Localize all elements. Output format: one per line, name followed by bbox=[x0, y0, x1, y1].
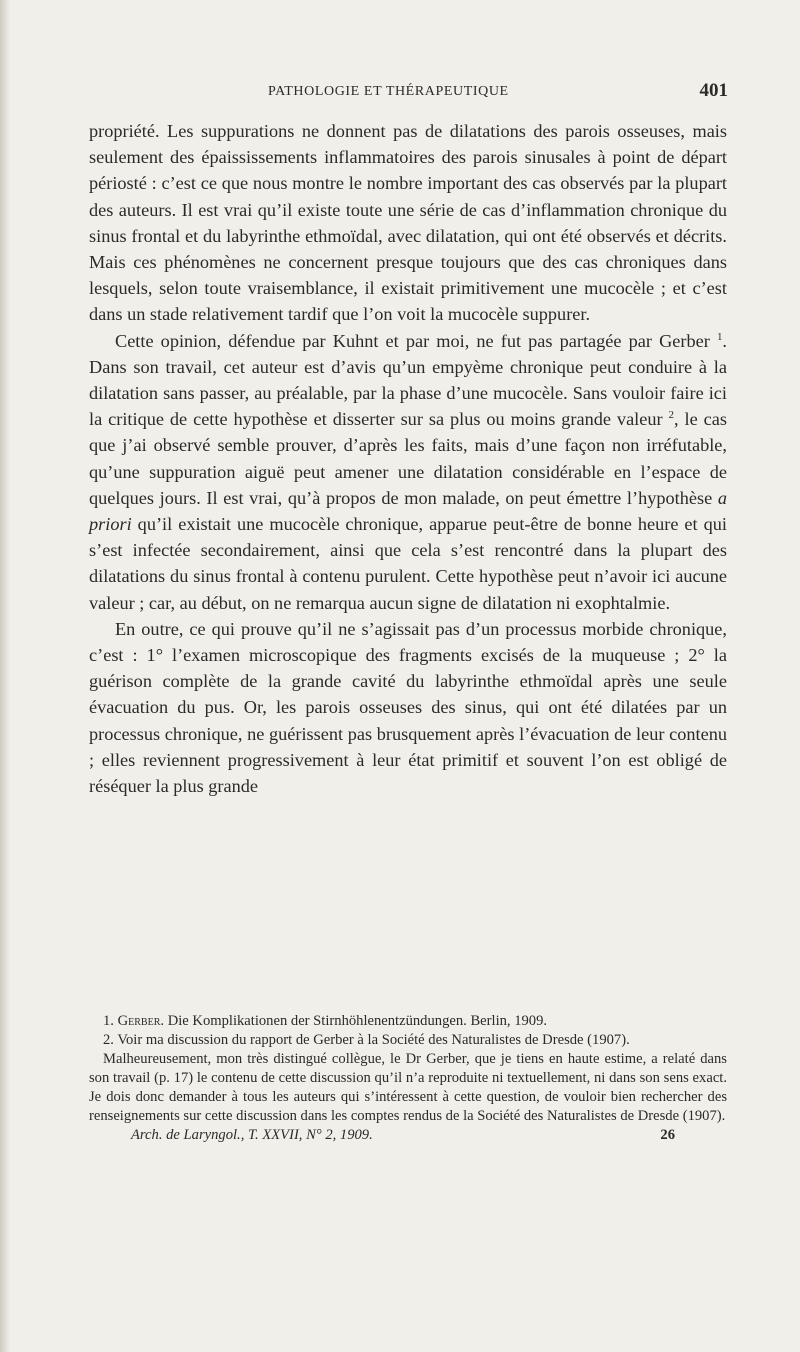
footnote-1 bbox=[89, 1012, 727, 1031]
footnote-2: 2. Voir ma discussion du rapport de Gerber à la Société des Naturalistes de Dresde (1907). bbox=[103, 1032, 630, 1048]
paragraph-2-part-d: qu’il existait une mucocèle chronique, apparue peut-être de bonne heure et qui s’est infectée secondairement, ainsi que cela s’est rencontré dans la plupart des dilatations du sinus frontal à contenu purulent. Cette hypothèse peut n’avoir ici aucune valeur ; car, au début, on ne remarqua aucun signe de dilatation ni exophtalmie. bbox=[89, 514, 727, 613]
footnote-2-continuation: Malheureusement, mon très distingué collègue, le Dr Gerber, que je tiens en haute estime, a relaté dans son travail (p. 17) le contenu de cette discussion qu’il n’a reproduite ni textuellement, ni dans son sens exact. Je dois donc demander à tous les auteurs qui s’intéressent à cette question, de vouloir bien rechercher des renseignements sur cette discussion dans les comptes rendus de la Société des Naturalistes de Dresde (1907). bbox=[89, 1051, 727, 1124]
page-number: 401 bbox=[699, 80, 728, 101]
journal-citation: Arch. de Laryngol., T. XXVII, N° 2, 1909. bbox=[131, 1127, 373, 1143]
signature-mark: 26 bbox=[660, 1127, 675, 1143]
paragraph-2-part-c: , le cas que j’ai observé semble prouver, d’après les faits, mais d’une façon non irréfutable, qu’une suppuration aiguë peut amener une dilatation considérable en l’espace de quelques jours. Il est vrai, qu’à propos de mon malade, on peut émettre l’hypothèse bbox=[89, 409, 728, 508]
paragraph-3: En outre, ce qui prouve qu’il ne s’agissait pas d’un processus morbide chronique, c’est : 1° l’examen microscopique des fragments excisés de la muqueuse ; 2° la guérison complète de la grande cavité du labyrinthe ethmoïdal après une seule évacuation du pus. Or, les parois osseuses des sinus, qui ont été dilatées par un processus chronique, ne guérissent pas brusquement après l’évacuation de leur contenu ; elles reviennent progressivement à leur état primitif et souvent l’on est obligé de réséquer la plus grande bbox=[89, 618, 727, 797]
paragraph-2-italic: a priori bbox=[89, 487, 727, 535]
paragraph-2-part-b: . Dans son travail, cet auteur est d’avis qu’un empyème chronique peut conduire à la dilatation sans passer, au préalable, par la phase d’une mucocèle. Sans vouloir faire ici la critique de cette hypothèse et disserter sur sa plus ou moins grande valeur bbox=[89, 330, 727, 430]
page-header bbox=[88, 80, 728, 104]
paragraph-2-part-a: Cette opinion, défendue par Kuhnt et par moi, ne fut pas partagée par Gerber bbox=[115, 330, 717, 351]
footnote-1-number: 1. bbox=[103, 1013, 114, 1029]
body-text bbox=[89, 118, 727, 799]
paragraph-2 bbox=[89, 328, 727, 616]
footnote-ref-1: 1 bbox=[716, 330, 723, 343]
paragraph-1: propriété. Les suppurations ne donnent pas de dilatations des parois osseuses, mais seulement des épaississements inflammatoires des parois sinusales à point de départ périosté : c’est ce que nous montre le nombre important des cas observés par la plupart des auteurs. Il est vrai qu’il existe toute une série de cas d’inflammation chronique du sinus frontal et du labyrinthe ethmoïdal, avec dilatation, qui ont été observés et décrits. Mais ces phénomènes ne concernent presque toujours que des cas chroniques dans lesquels, selon toute vraisemblance, il existait primitivement une mucocèle ; et c’est dans un stade relativement tardif que l’on voit la mucocèle suppurer. bbox=[89, 121, 727, 325]
footnote-1-text: . Die Komplikationen der Stirnhöhlenentzündungen. Berlin, 1909. bbox=[160, 1013, 548, 1029]
footnotes bbox=[89, 1012, 727, 1145]
footnote-1-author: Gerber bbox=[117, 1013, 161, 1029]
journal-footer bbox=[89, 1126, 727, 1145]
running-head: PATHOLOGIE ET THÉRAPEUTIQUE bbox=[268, 84, 509, 99]
footnote-ref-2: 2 bbox=[668, 409, 675, 422]
